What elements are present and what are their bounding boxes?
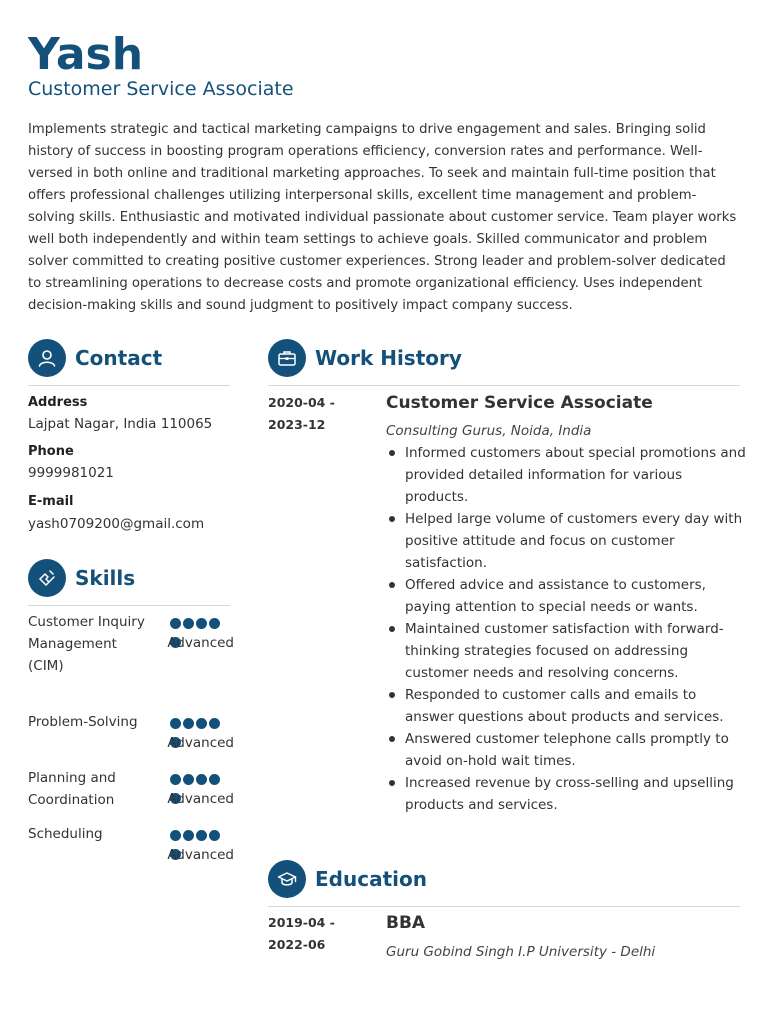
list-item: Responded to customer calls and emails to answer questions about products and services. bbox=[386, 684, 746, 728]
work-divider bbox=[268, 385, 740, 386]
rating-dot bbox=[209, 618, 220, 629]
work-section-header bbox=[268, 339, 740, 379]
rating-dot bbox=[196, 618, 207, 629]
candidate-title: Customer Service Associate bbox=[28, 78, 294, 100]
rating-dot bbox=[183, 830, 194, 841]
work-company: Consulting Gurus, Noida, India bbox=[386, 423, 592, 439]
contact-heading: Contact bbox=[75, 346, 163, 370]
rating-dot bbox=[209, 718, 220, 729]
person-icon bbox=[37, 348, 57, 368]
skills-section-header bbox=[28, 559, 230, 599]
skill-name: Problem-Solving bbox=[28, 714, 138, 730]
rating-dot bbox=[170, 774, 181, 785]
work-date-end: 2023-12 bbox=[268, 417, 326, 432]
rating-dot bbox=[170, 830, 181, 841]
email-value: yash0709200@gmail.com bbox=[28, 516, 205, 532]
rating-dot bbox=[183, 618, 194, 629]
rating-dot bbox=[196, 774, 207, 785]
phone-value: 9999981021 bbox=[28, 465, 114, 481]
education-date-end: 2022-06 bbox=[268, 937, 326, 952]
skills-hands-icon bbox=[37, 568, 57, 588]
skill-level: Advanced bbox=[167, 735, 234, 751]
skill-rating bbox=[170, 830, 234, 842]
work-date-start: 2020-04 - bbox=[268, 395, 335, 410]
education-heading: Education bbox=[315, 867, 427, 891]
contact-divider bbox=[28, 385, 230, 386]
phone-label: Phone bbox=[28, 444, 74, 459]
rating-dot bbox=[170, 618, 181, 629]
education-date-start: 2019-04 - bbox=[268, 915, 335, 930]
education-section-header bbox=[268, 860, 740, 900]
education-school: Guru Gobind Singh I.P University - Delhi bbox=[386, 944, 656, 960]
rating-dot bbox=[196, 718, 207, 729]
list-item: Increased revenue by cross-selling and upselling products and services. bbox=[386, 772, 746, 816]
education-badge bbox=[268, 860, 306, 898]
skill-rating bbox=[170, 618, 234, 630]
work-heading: Work History bbox=[315, 346, 462, 370]
email-label: E-mail bbox=[28, 494, 74, 509]
rating-dot bbox=[209, 830, 220, 841]
graduation-cap-icon bbox=[277, 869, 297, 889]
education-degree: BBA bbox=[386, 913, 426, 933]
professional-summary: Implements strategic and tactical marketing campaigns to drive engagement and sales. Bringing solid history of success in boosting program operations efficiency, conversion rates and performance. Well-versed in both online and traditional marketing approaches. To seek and maintain full-time position that offers professional challenges utilizing interpersonal skills, excellent time management and problem-solving skills. Enthusiastic and motivated individual passionate about customer service. Team player works well both independently and within team settings to achieve goals. Skilled communicator and problem solver committed to creating positive customer experiences. Strong leader and problem-solver dedicated to streamlining operations to decrease costs and promote organizational efficiency. Uses independent decision-making skills and sound judgment to positively impact company success. bbox=[28, 122, 737, 313]
work-badge bbox=[268, 339, 306, 377]
rating-dot bbox=[196, 830, 207, 841]
list-item: Answered customer telephone calls promptly to avoid on-hold wait times. bbox=[386, 728, 746, 772]
skill-name: Planning and Coordination bbox=[28, 770, 116, 808]
address-label: Address bbox=[28, 395, 88, 410]
rating-dot bbox=[183, 774, 194, 785]
rating-dot bbox=[209, 774, 220, 785]
skill-level: Advanced bbox=[167, 635, 234, 651]
work-bullet-list bbox=[386, 442, 746, 816]
list-item: Informed customers about special promotions and provided detailed information for various products. bbox=[386, 442, 746, 508]
skills-divider bbox=[28, 605, 230, 606]
skill-rating bbox=[170, 718, 234, 730]
contact-section-header bbox=[28, 339, 230, 379]
address-value: Lajpat Nagar, India 110065 bbox=[28, 416, 213, 432]
work-job-title: Customer Service Associate bbox=[386, 393, 653, 413]
skills-heading: Skills bbox=[75, 566, 136, 590]
list-item: Maintained customer satisfaction with forward-thinking strategies focused on addressing customer needs and resolving concerns. bbox=[386, 618, 746, 684]
rating-dot bbox=[183, 718, 194, 729]
skill-level: Advanced bbox=[167, 791, 234, 807]
briefcase-icon bbox=[277, 348, 297, 368]
skill-rating bbox=[170, 774, 234, 786]
candidate-name: Yash bbox=[28, 29, 144, 80]
contact-badge bbox=[28, 339, 66, 377]
skills-badge bbox=[28, 559, 66, 597]
rating-dot bbox=[170, 718, 181, 729]
skill-name: Scheduling bbox=[28, 826, 103, 842]
skill-name: Customer Inquiry Management (CIM) bbox=[28, 614, 145, 674]
education-divider bbox=[268, 906, 740, 907]
skill-level: Advanced bbox=[167, 847, 234, 863]
list-item: Helped large volume of customers every day with positive attitude and focus on customer satisfaction. bbox=[386, 508, 746, 574]
list-item: Offered advice and assistance to customers, paying attention to special needs or wants. bbox=[386, 574, 746, 618]
